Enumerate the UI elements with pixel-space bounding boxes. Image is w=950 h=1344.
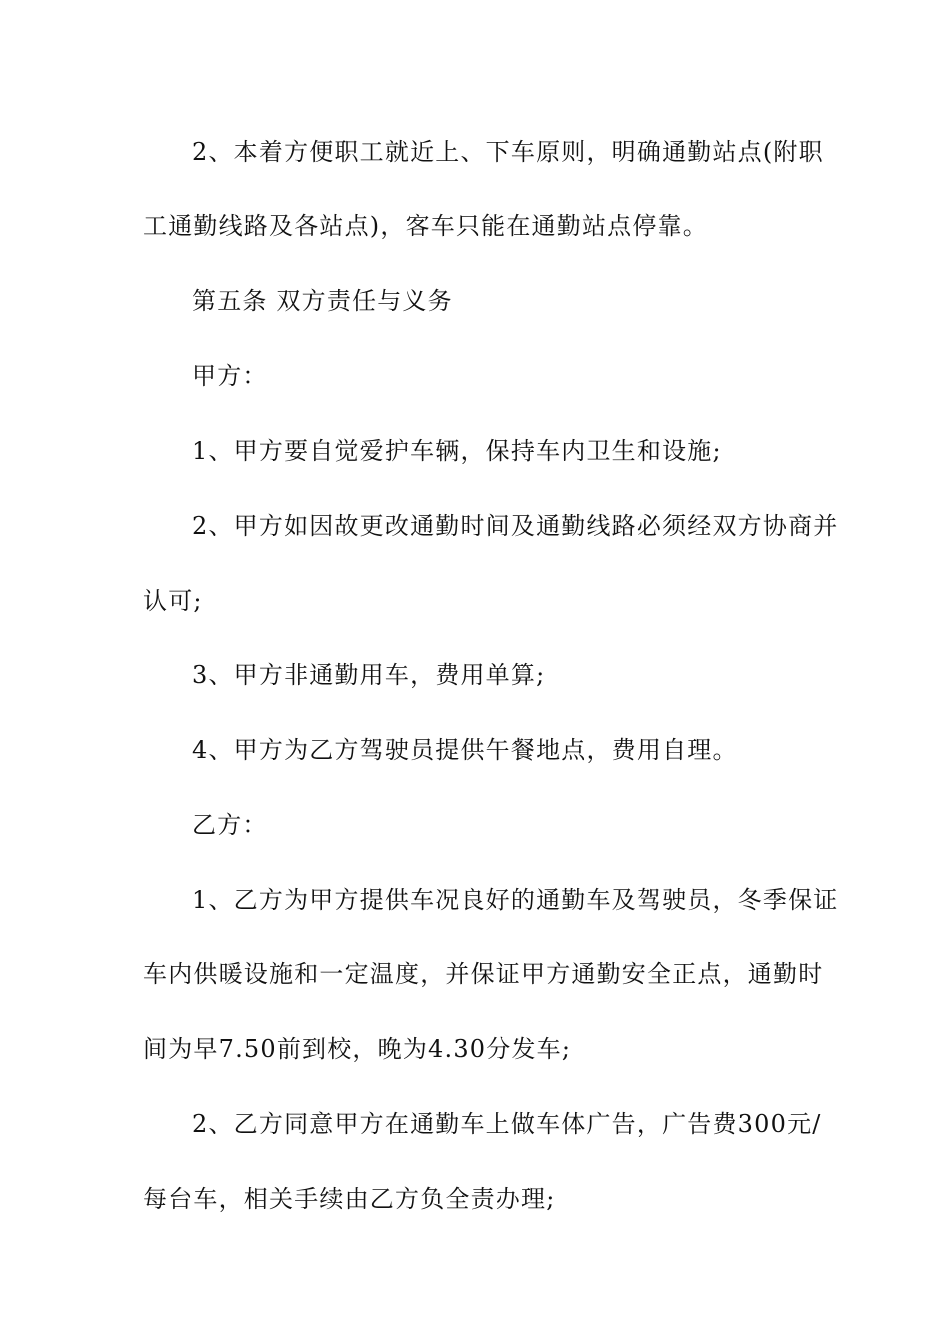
paragraph-line: 1、甲方要自觉爱护车辆，保持车内卫生和设施;: [192, 437, 722, 465]
paragraph-line: 2、乙方同意甲方在通勤车上做车体广告，广告费300元/: [192, 1110, 822, 1138]
paragraph-line: 1、乙方为甲方提供车况良好的通勤车及驾驶员，冬季保证: [192, 886, 839, 914]
section-heading: 第五条 双方责任与义务: [192, 287, 453, 315]
paragraph-line: 4、甲方为乙方驾驶员提供午餐地点，费用自理。: [192, 736, 738, 764]
paragraph-line: 3、甲方非通勤用车，费用单算;: [192, 661, 546, 689]
paragraph-line: 认可;: [143, 587, 203, 615]
paragraph-line: 工通勤线路及各站点)，客车只能在通勤站点停靠。: [143, 212, 708, 240]
paragraph-line: 2、甲方如因故更改通勤时间及通勤线路必须经双方协商并: [192, 512, 839, 540]
party-heading: 乙方：: [192, 811, 268, 839]
party-heading: 甲方：: [192, 362, 268, 390]
paragraph-line: 2、本着方便职工就近上、下车原则，明确通勤站点(附职: [192, 138, 824, 166]
paragraph-line: 每台车，相关手续由乙方负全责办理;: [143, 1185, 556, 1213]
paragraph-line: 车内供暖设施和一定温度，并保证甲方通勤安全正点，通勤时: [143, 960, 824, 988]
paragraph-line: 间为早7.50前到校，晚为4.30分发车;: [143, 1035, 572, 1063]
